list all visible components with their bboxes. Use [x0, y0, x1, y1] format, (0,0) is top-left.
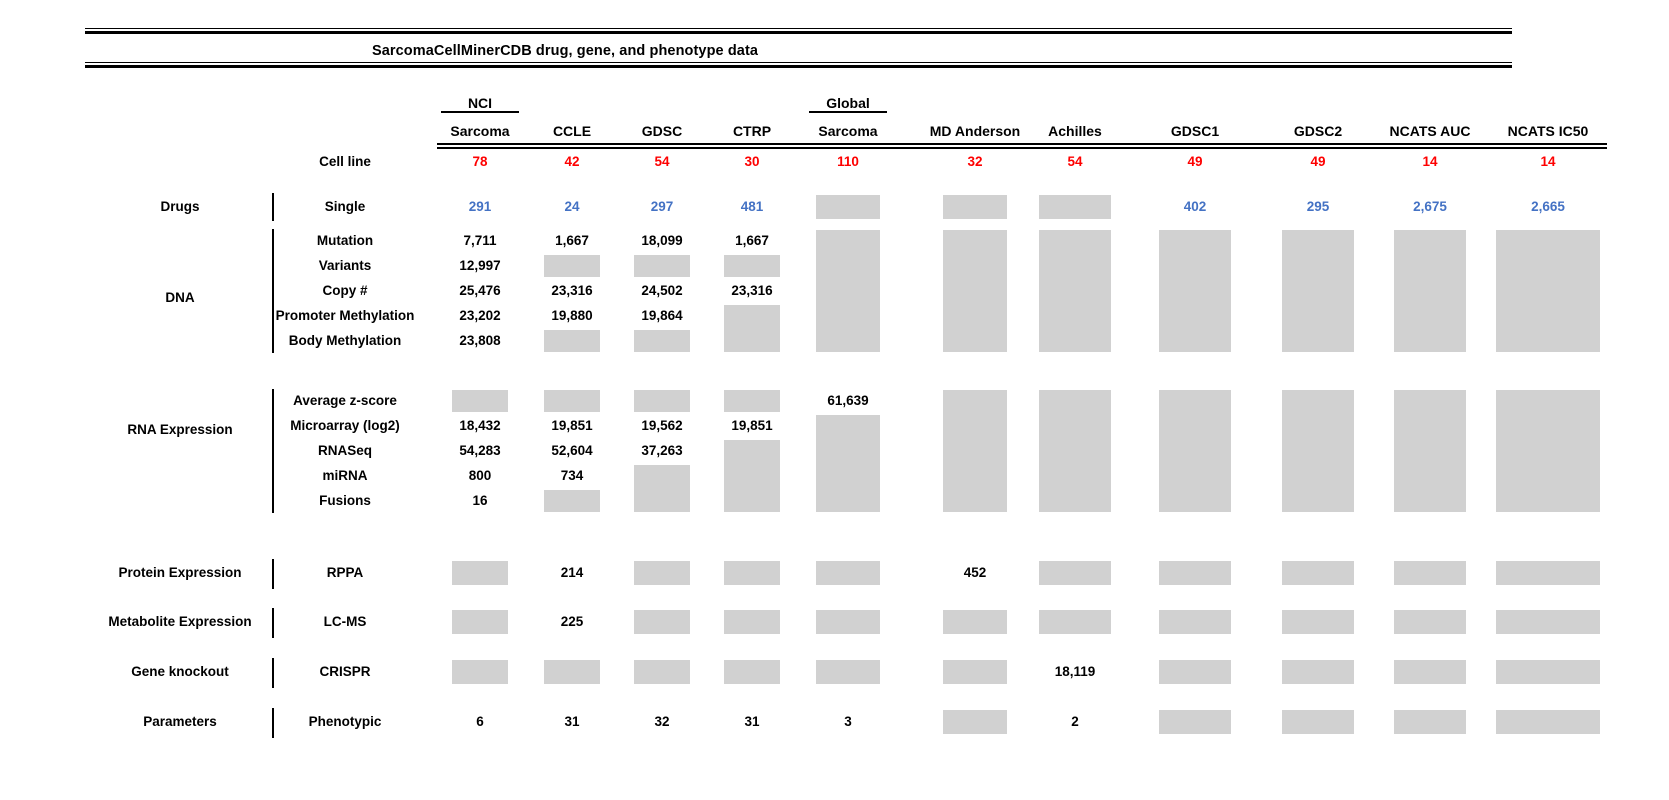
data-value: 16 [472, 493, 488, 508]
column-header: Sarcoma [450, 123, 510, 139]
row-label: RNASeq [317, 443, 373, 458]
data-value: 37,263 [641, 443, 683, 458]
data-value: 23,316 [551, 283, 593, 298]
no-data-box [634, 660, 690, 684]
row-label: RPPA [326, 565, 364, 580]
no-data-box [452, 660, 508, 684]
title-rule-top-thick [85, 31, 1512, 34]
cell-line-count: 14 [1422, 154, 1438, 169]
data-value: 2,675 [1413, 199, 1447, 214]
no-data-box [816, 195, 880, 219]
section-divider [272, 559, 274, 589]
data-value: 24,502 [641, 283, 683, 298]
section-divider [272, 193, 274, 221]
row-label: Promoter Methylation [275, 308, 415, 323]
data-value: 1,667 [735, 233, 769, 248]
data-value: 481 [740, 199, 764, 214]
no-data-box [1394, 230, 1466, 352]
no-data-box [1282, 610, 1354, 634]
no-data-box [1039, 195, 1111, 219]
no-data-box [544, 390, 600, 412]
data-value: 7,711 [463, 233, 497, 248]
category-label: Gene knockout [131, 664, 229, 679]
data-value: 61,639 [827, 393, 869, 408]
no-data-box [1039, 390, 1111, 512]
cell-line-count: 54 [654, 154, 670, 169]
section-divider [272, 229, 274, 353]
column-header-top: Global [826, 95, 870, 111]
data-value: 295 [1306, 199, 1330, 214]
category-label: Drugs [160, 199, 200, 214]
no-data-box [452, 610, 508, 634]
data-value: 2 [1071, 714, 1079, 729]
no-data-box [634, 255, 690, 277]
category-label: Parameters [143, 714, 217, 729]
category-label: Metabolite Expression [108, 614, 252, 629]
no-data-box [1496, 610, 1600, 634]
no-data-box [943, 710, 1007, 734]
header-rule-top [437, 143, 1607, 145]
section-divider [272, 608, 274, 638]
no-data-box [724, 660, 780, 684]
no-data-box [544, 330, 600, 352]
no-data-box [1496, 230, 1600, 352]
row-label: Microarray (log2) [290, 418, 400, 433]
no-data-box [1496, 561, 1600, 585]
no-data-box [634, 610, 690, 634]
data-value: 19,864 [641, 308, 683, 323]
data-value: 2,665 [1531, 199, 1565, 214]
no-data-box [1394, 710, 1466, 734]
data-value: 214 [560, 565, 584, 580]
no-data-box [724, 610, 780, 634]
no-data-box [1159, 561, 1231, 585]
no-data-box [1394, 610, 1466, 634]
no-data-box [816, 660, 880, 684]
no-data-box [634, 330, 690, 352]
row-label: Variants [318, 258, 372, 273]
no-data-box [1039, 230, 1111, 352]
no-data-box [452, 390, 508, 412]
no-data-box [816, 415, 880, 512]
data-value: 297 [650, 199, 674, 214]
cell-line-count: 110 [837, 154, 859, 169]
section-divider [272, 708, 274, 738]
no-data-box [544, 660, 600, 684]
title-rule-top-thin [85, 28, 1512, 29]
header-rule-bottom [437, 147, 1607, 149]
no-data-box [1394, 660, 1466, 684]
title-rule-bottom-thin [85, 62, 1512, 63]
no-data-box [1496, 710, 1600, 734]
no-data-box [1159, 390, 1231, 512]
no-data-box [1159, 660, 1231, 684]
data-value: 452 [963, 565, 987, 580]
row-label: Phenotypic [308, 714, 382, 729]
cell-line-count: 49 [1187, 154, 1203, 169]
column-header: CTRP [732, 123, 772, 139]
data-value: 3 [844, 714, 852, 729]
no-data-box [544, 490, 600, 512]
row-label: Fusions [319, 493, 371, 508]
data-value: 31 [744, 714, 760, 729]
data-value: 12,997 [459, 258, 501, 273]
data-value: 19,562 [641, 418, 683, 433]
row-label: miRNA [322, 468, 368, 483]
no-data-box [724, 255, 780, 277]
figure-title: SarcomaCellMinerCDB drug, gene, and phenotype data [371, 43, 759, 59]
column-header: CCLE [552, 123, 592, 139]
row-label: LC-MS [323, 614, 367, 629]
no-data-box [724, 440, 780, 512]
title-rule-bottom-thick [85, 65, 1512, 68]
no-data-box [1282, 390, 1354, 512]
no-data-box [1282, 561, 1354, 585]
data-value: 32 [654, 714, 670, 729]
data-value: 291 [468, 199, 492, 214]
data-value: 225 [560, 614, 584, 629]
no-data-box [1282, 230, 1354, 352]
column-header: MD Anderson [929, 123, 1021, 139]
column-header-underline [441, 111, 519, 113]
column-header: Sarcoma [818, 123, 878, 139]
data-value: 18,432 [459, 418, 501, 433]
column-header: GDSC1 [1170, 123, 1220, 139]
row-label: Mutation [316, 233, 374, 248]
no-data-box [1159, 610, 1231, 634]
data-value: 23,316 [731, 283, 773, 298]
cell-line-count: 54 [1067, 154, 1083, 169]
no-data-box [634, 465, 690, 512]
no-data-box [724, 390, 780, 412]
no-data-box [1282, 660, 1354, 684]
data-value: 800 [468, 468, 492, 483]
data-value: 19,851 [731, 418, 773, 433]
no-data-box [816, 561, 880, 585]
data-value: 23,808 [459, 333, 501, 348]
column-header: GDSC [641, 123, 683, 139]
no-data-box [943, 390, 1007, 512]
category-label: Protein Expression [118, 565, 242, 580]
no-data-box [943, 660, 1007, 684]
data-value: 19,851 [551, 418, 593, 433]
column-header: Achilles [1048, 123, 1102, 139]
no-data-box [634, 390, 690, 412]
column-header: NCATS AUC [1389, 123, 1471, 139]
no-data-box [816, 230, 880, 352]
section-divider [272, 658, 274, 688]
data-value: 734 [560, 468, 584, 483]
column-header: GDSC2 [1293, 123, 1343, 139]
data-value: 18,119 [1054, 664, 1096, 679]
no-data-box [1496, 660, 1600, 684]
no-data-box [1039, 610, 1111, 634]
section-divider [272, 389, 274, 513]
no-data-box [1159, 230, 1231, 352]
row-label-cell-line: Cell line [319, 154, 371, 169]
no-data-box [1282, 710, 1354, 734]
no-data-box [1039, 561, 1111, 585]
cell-line-count: 42 [564, 154, 580, 169]
no-data-box [1394, 561, 1466, 585]
data-value: 52,604 [551, 443, 593, 458]
row-label: Copy # [322, 283, 368, 298]
row-label: Single [324, 199, 366, 214]
row-label: CRISPR [319, 664, 371, 679]
column-header: NCATS IC50 [1507, 123, 1589, 139]
no-data-box [452, 561, 508, 585]
data-value: 25,476 [459, 283, 501, 298]
no-data-box [943, 610, 1007, 634]
row-label: Body Methylation [288, 333, 402, 348]
no-data-box [724, 561, 780, 585]
data-value: 1,667 [555, 233, 589, 248]
cell-line-count: 78 [472, 154, 488, 169]
category-label: RNA Expression [127, 422, 233, 437]
no-data-box [1159, 710, 1231, 734]
data-value: 19,880 [551, 308, 593, 323]
data-value: 18,099 [641, 233, 683, 248]
column-header-underline [809, 111, 887, 113]
data-value: 31 [564, 714, 580, 729]
data-value: 402 [1183, 199, 1207, 214]
category-label: DNA [165, 290, 195, 305]
data-value: 54,283 [459, 443, 501, 458]
data-value: 24 [564, 199, 580, 214]
cell-line-count: 30 [744, 154, 760, 169]
cell-line-count: 49 [1310, 154, 1326, 169]
no-data-box [724, 305, 780, 352]
cell-line-count: 14 [1540, 154, 1556, 169]
cell-line-count: 32 [967, 154, 983, 169]
column-header-top: NCI [467, 95, 493, 111]
no-data-box [816, 610, 880, 634]
no-data-box [943, 230, 1007, 352]
no-data-box [544, 255, 600, 277]
no-data-box [634, 561, 690, 585]
no-data-box [1394, 390, 1466, 512]
data-value: 23,202 [459, 308, 501, 323]
no-data-box [943, 195, 1007, 219]
no-data-box [1496, 390, 1600, 512]
row-label: Average z-score [293, 393, 397, 408]
data-value: 6 [476, 714, 484, 729]
